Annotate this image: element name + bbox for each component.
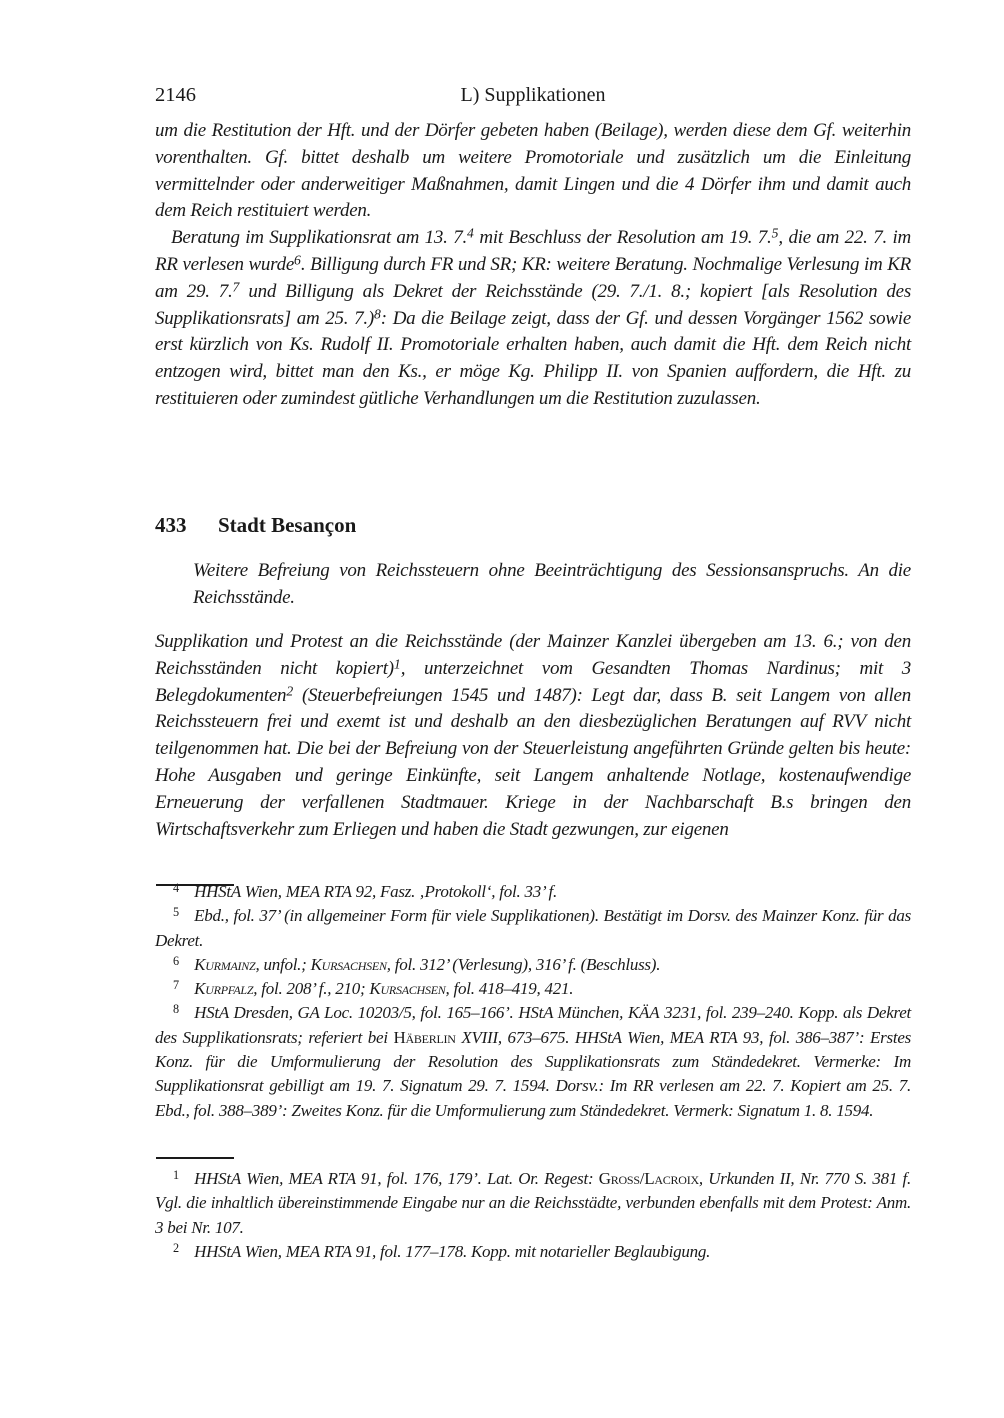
small-caps-name: Gross/Lacroix bbox=[598, 1169, 699, 1188]
text-segment: , fol. 418–419, 421. bbox=[445, 979, 574, 999]
text-segment: HHStA Wien, MEA RTA 92, Fasz. ‚Protokoll‘, fol. 33’ f. bbox=[194, 882, 557, 901]
footnote-text bbox=[194, 955, 660, 974]
text-segment: , fol. 312’ (Verlesung), 316’ f. (Beschluss). bbox=[386, 954, 661, 974]
text-segment: , Urkunden II, Nr. 770 S. 381 f. Vgl. die inhaltlich übereinstimmende Eingabe nur an die Reichsstädte, verbunden ebenfalls mit dem Protest: Anm. 3 bei Nr. 107. bbox=[155, 1169, 911, 1237]
footnote-2 bbox=[155, 1240, 911, 1264]
text-segment: , fol. 208’ f., 210; bbox=[253, 979, 370, 999]
footnote-text bbox=[194, 1242, 710, 1261]
paragraph-continuation: um die Restitution der Hft. und der Dörfer gebeten haben (Beilage), werden diese dem Gf. weiterhin vorenthalten. Gf. bittet deshalb um weitere Promotoriale und zusätzlich um die Einleitung vermittelnder oder anderweitiger Maßnahmen, damit Lingen und die 4 Dörfer ihm und damit auch dem Reich restituiert werden. bbox=[155, 120, 911, 222]
footnote-separator-lower bbox=[156, 1157, 234, 1159]
footnote-number: 5 bbox=[173, 905, 180, 920]
footnote-marker: 1 bbox=[393, 656, 401, 672]
page-header bbox=[155, 82, 911, 109]
text-segment: (Steuerbefreiungen 1545 und 1487): Legt dar, dass B. seit Langem von allen Reichssteuern frei und exemt ist und deshalb an den diesbezüglichen Beratungen auf RVV nicht teilgenommen hat. Die bei der Befreiung von der Steuerleistung angeführten Gründe gelten bis heute: Hohe Ausgaben und geringe Einkünfte, seit Langem anhaltende Notlage, kostenaufwendige Erneuerung der verfallenen Stadtmauer. Kriege in der Nachbarschaft B.s bringen den Wirtschaftsverkehr zum Erliegen und haben die Stadt gezwungen, zur eigenen bbox=[155, 684, 911, 840]
footnote-4 bbox=[155, 880, 911, 904]
text-segment: : Da die Beilage zeigt, dass der Gf. und dessen Vorgänger 1562 sowie erst kürzlich von Ks. Rudolf II. Promotoriale erhalten haben, auch damit die Hft. dem Reich nicht entzogen wird, bittet man den Ks., er möge Kg. Philipp II. von Spanien auffordern, die Hft. zu restituieren oder zumindest gütliche Verhandlungen um die Restitution zuzulassen. bbox=[155, 307, 911, 409]
text-segment: Supplikation und Protest an die Reichsstände (der Mainzer Kanzlei übergeben am 13. 6.; von den Reichsständen nicht kopiert) bbox=[155, 631, 911, 679]
footnote-8 bbox=[155, 1001, 911, 1122]
footnote-text bbox=[194, 979, 573, 998]
footnote-text bbox=[155, 906, 911, 949]
footnote-marker: 8 bbox=[373, 305, 381, 321]
footnote-marker: 6 bbox=[294, 252, 301, 268]
footnotes-lower bbox=[155, 1167, 911, 1264]
footnote-text bbox=[155, 1169, 911, 1237]
footnote-marker: 2 bbox=[286, 682, 294, 698]
text-segment: Beratung im Supplikationsrat am 13. 7. bbox=[171, 227, 467, 249]
footnote-number: 4 bbox=[173, 880, 180, 895]
footnote-marker: 7 bbox=[232, 279, 240, 295]
paragraph-beratung bbox=[155, 225, 911, 413]
text-segment: 3231, fol. 239–240. Kopp. als Dekret des Supplikationsrats; referiert bei bbox=[155, 1003, 912, 1047]
text-segment: , die am 22. 7. im RR verlesen wurde bbox=[155, 227, 911, 275]
section-heading bbox=[155, 512, 911, 539]
footnote-number: 7 bbox=[173, 978, 180, 993]
footnote-marker: 5 bbox=[771, 225, 779, 241]
footnote-number: 8 bbox=[173, 1002, 180, 1017]
text-segment: HHStA Wien, MEA RTA 91, fol. 176, 179’. Lat. Or. Regest: bbox=[194, 1169, 599, 1188]
small-caps-name: Kurpfalz bbox=[194, 979, 254, 999]
text-segment: HHStA Wien, MEA RTA 91, fol. 177–178. Kopp. mit notarieller Beglaubigung. bbox=[194, 1241, 711, 1261]
text-segment: XVIII, 673–675. HHStA Wien, MEA RTA 93, fol. 386–387’: Erstes Konz. für die Umformulierung der Resolution des Supplikationsrats zum Ständedekret. Vermerke: Im Supplikationsrat gebilligt am 19. 7. Signatum 29. 7. 1594. Dorsv.: Im RR verlesen am 22. 7. Kopiert am 25. 7. Ebd., fol. 388–389’: Zweites Konz. für die Umformulierung zum Ständedekret. Vermerk: Signatum 1. 8. 1594. bbox=[155, 1027, 911, 1120]
main-text-block bbox=[155, 118, 911, 413]
footnote-text bbox=[194, 882, 557, 901]
small-caps-name: Häberlin bbox=[393, 1027, 456, 1047]
text-segment: . Billigung durch FR und SR; KR: weitere Beratung. Nochmalige Verlesung im KR am 29. 7. bbox=[155, 253, 911, 302]
footnote-1 bbox=[155, 1167, 911, 1240]
text-segment: mit Beschluss der Resolution am 19. 7. bbox=[473, 227, 772, 249]
footnote-5 bbox=[155, 904, 911, 953]
small-caps-name: Kursachsen bbox=[310, 954, 387, 974]
small-caps-name: KÄA bbox=[627, 1003, 660, 1023]
footnote-number: 2 bbox=[173, 1240, 180, 1255]
text-segment: HStA Dresden, GA Loc. 10203/5, fol. 165–166’. HStA München, bbox=[194, 1003, 628, 1023]
text-segment: Ebd., fol. 37’ (in allgemeiner Form für viele Supplikationen). Bestätigt im Dorsv. des Mainzer Konz. für das Dekret. bbox=[155, 906, 911, 950]
page-number: 2146 bbox=[155, 84, 196, 106]
footnote-number: 1 bbox=[173, 1167, 180, 1182]
footnote-7 bbox=[155, 977, 911, 1001]
abstract-text: Weitere Befreiung von Reichssteuern ohne Beeinträchtigung des Sessionsanspruchs. An die Reichsstände. bbox=[193, 560, 911, 608]
footnote-number: 6 bbox=[173, 953, 180, 968]
text-segment: , unterzeichnet vom Gesandten Thomas Nardinus; mit 3 Belegdokumenten bbox=[155, 657, 911, 706]
small-caps-name: Kursachsen bbox=[369, 979, 446, 999]
running-title: L) Supplikationen bbox=[460, 84, 606, 106]
footnote-6 bbox=[155, 953, 911, 977]
footnote-text bbox=[155, 1003, 911, 1119]
text-segment: und Billigung als Dekret der Reichsstände (29. 7./1. 8.; kopiert [als Resolution des Supplikationsrats] am 25. 7.) bbox=[155, 280, 911, 329]
footnotes-upper bbox=[155, 880, 911, 1123]
section-number: 433 bbox=[155, 513, 187, 537]
text-segment: , unfol.; bbox=[255, 954, 311, 974]
small-caps-name: Kurmainz bbox=[194, 954, 256, 974]
footnote-marker: 4 bbox=[466, 225, 474, 241]
section-title: Stadt Besançon bbox=[218, 513, 357, 537]
paragraph-supplikation bbox=[155, 629, 911, 843]
